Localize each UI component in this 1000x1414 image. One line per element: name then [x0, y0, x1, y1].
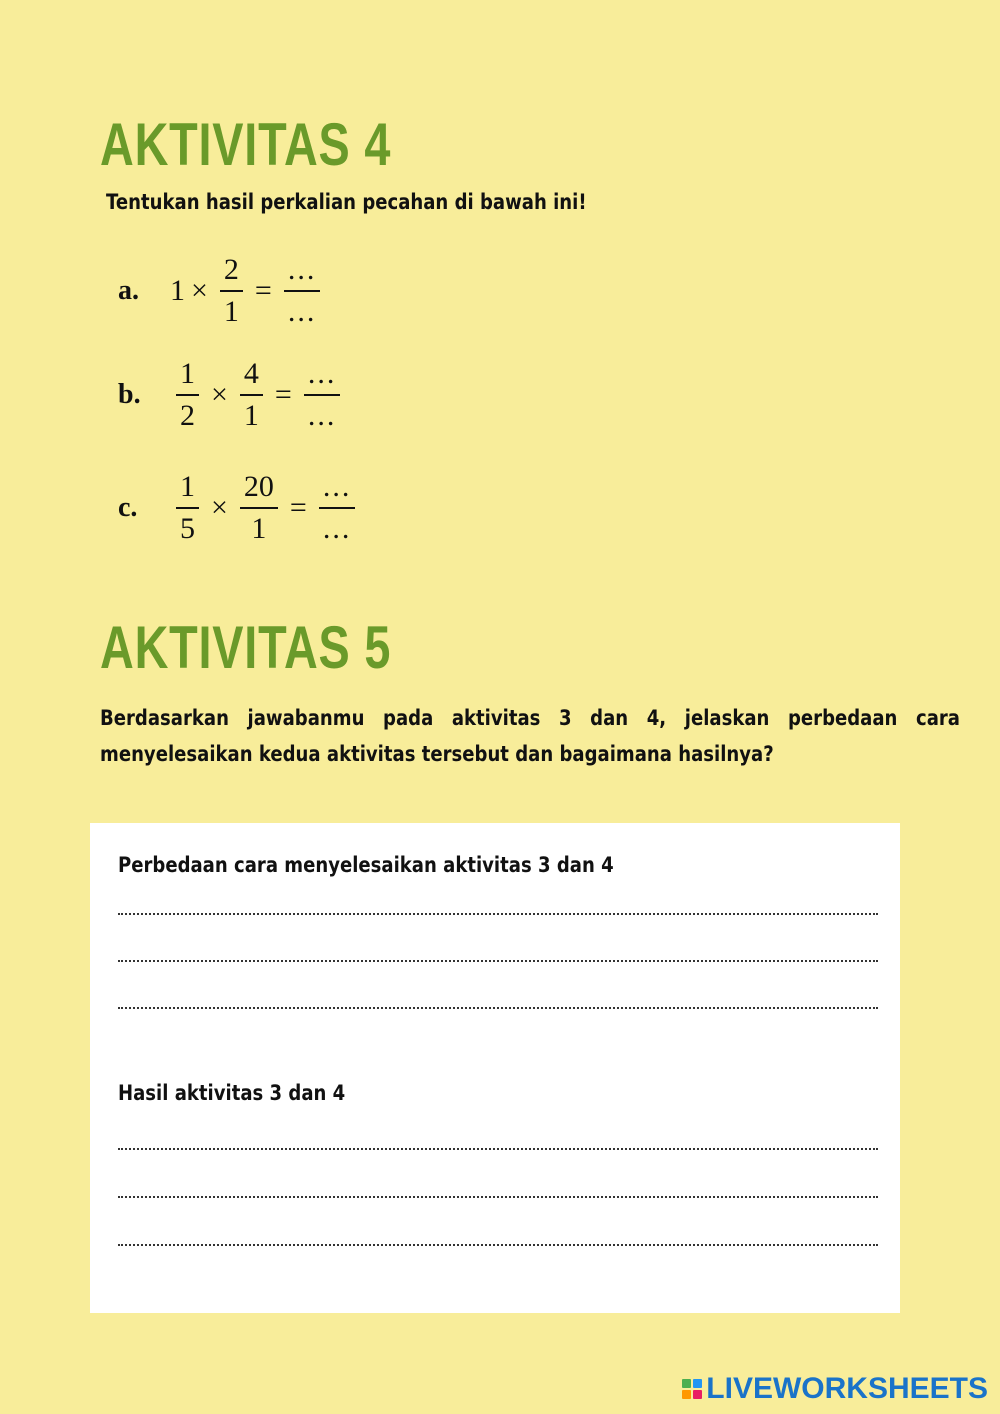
activity-4-title: AKTIVITAS 4: [100, 111, 392, 178]
answer-line[interactable]: [118, 1007, 878, 1009]
fraction: [220, 253, 243, 330]
answer-fraction[interactable]: [319, 470, 356, 547]
equals-sign: =: [289, 491, 307, 524]
answer-fraction[interactable]: [284, 253, 321, 330]
multiply-sign: ×: [211, 491, 228, 524]
fraction: [176, 470, 199, 547]
section-label-result: Hasil aktivitas 3 dan 4: [118, 1081, 346, 1105]
answer-numerator[interactable]: ...: [307, 356, 337, 390]
problem-b: [118, 350, 346, 440]
denominator: 5: [180, 512, 195, 545]
numerator: 20: [243, 469, 274, 503]
multiply-sign: ×: [211, 378, 228, 411]
answer-box: [90, 823, 900, 1313]
denominator: 1: [243, 399, 259, 432]
activity-5-question: Berdasarkan jawabanmu pada aktivitas 3 dan 4, jelaskan perbedaan cara menyelesaikan kedua aktivitas tersebut dan bagaimana hasilnya?: [100, 706, 960, 766]
problem-c: [118, 463, 361, 553]
equals-sign: =: [254, 274, 272, 307]
section-label-difference: Perbedaan cara menyelesaikan aktivitas 3 dan 4: [118, 853, 614, 877]
answer-line[interactable]: [118, 913, 878, 915]
activity-4-instruction: Tentukan hasil perkalian pecahan di bawah ini!: [106, 190, 587, 214]
answer-denominator[interactable]: ...: [307, 399, 337, 432]
answer-line[interactable]: [118, 1244, 878, 1246]
answer-numerator[interactable]: ...: [287, 252, 317, 286]
answer-fraction[interactable]: [304, 357, 341, 434]
fraction: [240, 470, 278, 547]
problem-a: [118, 246, 326, 336]
activity-5-title: AKTIVITAS 5: [100, 614, 392, 681]
numerator: 2: [223, 252, 239, 286]
problem-label: a.: [118, 275, 139, 306]
numerator: 1: [180, 356, 195, 390]
answer-numerator[interactable]: ...: [322, 469, 352, 503]
problem-label: c.: [118, 492, 138, 523]
multiply-sign: ×: [191, 274, 208, 307]
answer-denominator[interactable]: ...: [322, 512, 352, 545]
equals-sign: =: [274, 378, 292, 411]
brand-watermark: [682, 1372, 988, 1406]
numerator: 4: [243, 356, 259, 390]
liveworksheets-logo-icon: [682, 1379, 702, 1399]
answer-line[interactable]: [118, 1148, 878, 1150]
answer-line[interactable]: [118, 1196, 878, 1198]
denominator: 2: [180, 399, 195, 432]
whole-number: 1: [170, 274, 185, 307]
denominator: 1: [251, 512, 267, 545]
numerator: 1: [180, 469, 195, 503]
brand-name: LIVEWORKSHEETS: [706, 1372, 988, 1405]
answer-line[interactable]: [118, 960, 878, 962]
denominator: 1: [223, 295, 239, 328]
answer-denominator[interactable]: ...: [287, 295, 317, 328]
fraction: [176, 357, 199, 434]
fraction: [240, 357, 263, 434]
problem-label: b.: [118, 379, 141, 410]
